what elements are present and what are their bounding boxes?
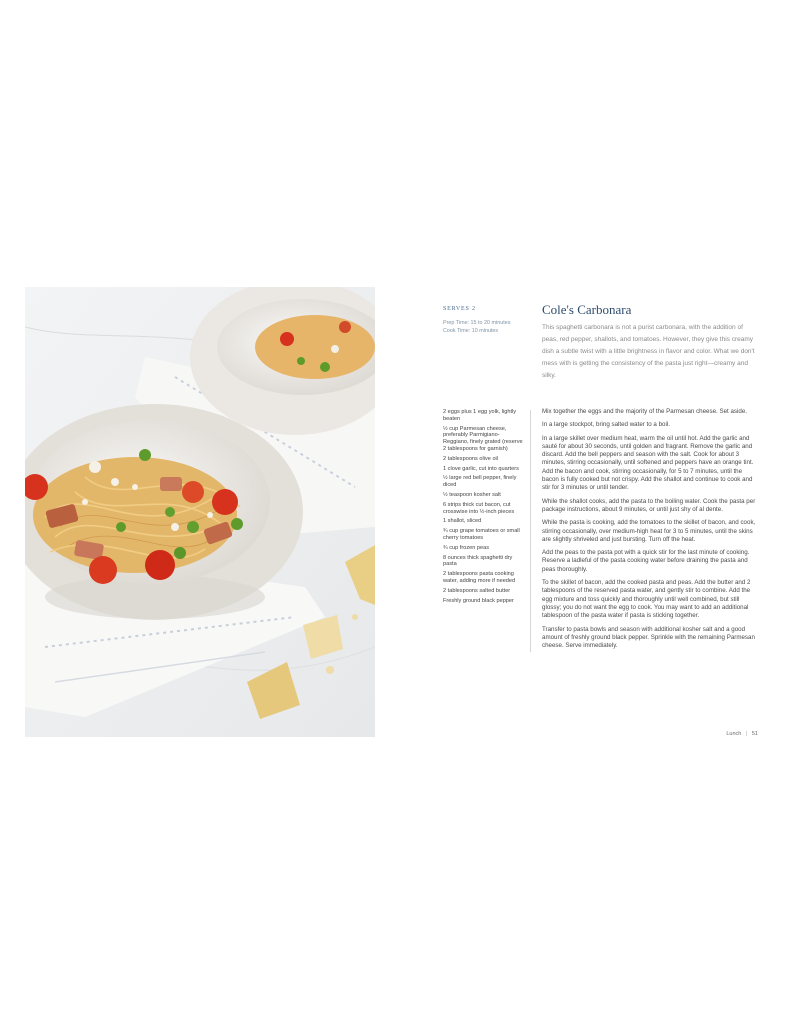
ingredient-item: 2 tablespoons salted butter: [443, 587, 511, 594]
ingredient-item: ½ cup Parmesan cheese, preferably Parmigiano-Reggiano, finely grated (reserve 2 tablespoons for garnish): [443, 425, 523, 452]
ingredient-item: 8 ounces thick spaghetti dry pasta: [443, 554, 513, 568]
ingredient-item: Freshly ground black pepper: [443, 597, 514, 604]
direction-step: In a large stockpot, bring salted water to a boil.: [542, 421, 670, 429]
column-divider: [530, 410, 531, 652]
direction-step: Mix together the eggs and the majority of the Parmesan cheese. Set aside.: [542, 408, 747, 415]
page-footer: [700, 731, 758, 737]
ingredient-item: 1 clove garlic, cut into quarters: [443, 465, 519, 472]
ingredients-list: [443, 409, 523, 607]
direction-step: To the skillet of bacon, add the cooked pasta and peas. Add the butter and 2 tablespoons of the reserved pasta water, and gently stir to combine. Add the egg mixture and toss quickly and thoroughly until well combined, but still glossy; you do not want the egg to cook. You may want to add an additional tablespoon of the pasta water if pasta is sticking together.: [542, 579, 751, 620]
direction-step: While the shallot cooks, add the pasta to the boiling water. Cook the pasta per package instructions, about 9 minutes, or until just shy of al dente.: [542, 497, 756, 513]
prep-time: Prep Time: 15 to 20 minutes: [443, 320, 511, 326]
ingredient-item: 2 tablespoons olive oil: [443, 455, 499, 462]
page-number: 51: [751, 731, 758, 737]
ingredient-item: 1 shallot, sliced: [443, 518, 482, 525]
recipe-intro: This spaghetti carbonara is not a purist carbonara, with the addition of peas, red pepper, shallots, and tomatoes. However, they give this creamy dish a subtle twist with a little brightness in flavor and color. What we don't mess with is getting the consistency of the pasta just right—creamy and silky.: [542, 324, 755, 379]
ingredient-item: 2 eggs plus 1 egg yolk, lightly beaten: [443, 409, 517, 422]
footer-separator: |: [745, 731, 748, 737]
ingredient-item: ¾ cup grape tomatoes or small cherry tomatoes: [443, 528, 520, 541]
direction-step: While the pasta is cooking, add the tomatoes to the skillet of bacon, and cook, stirring occasionally, over medium-high heat for 3 to 5 minutes, until the skins are slightly shriveled and just bursting. Turn off the heat.: [542, 519, 756, 543]
ingredient-item: ½ teaspoon kosher salt: [443, 491, 501, 498]
ingredient-item: ¾ cup frozen peas: [443, 544, 490, 551]
direction-step: In a large skillet over medium heat, warm the oil until hot. Add the garlic and sauté for about 30 seconds, until golden and fragrant. Remove the garlic and discard. Add the bell peppers and season with the salt. Cook for about 3 minutes, stirring occasionally, until softened and peppers have an orange tint. Add the bacon and cook, stirring occasionally, for 5 to 7 minutes, until the bacon is fully cooked but not crispy. Add the shallot and continue to cook and stir for 3 minutes or until tender.: [542, 434, 754, 492]
cook-time: Cook Time: 10 minutes: [443, 328, 499, 334]
recipe-photo: [25, 287, 375, 737]
direction-step: Transfer to pasta bowls and season with additional kosher salt and a good amount of freshly ground black pepper. Sprinkle with the remaining Parmesan cheese. Serve immediately.: [542, 625, 755, 650]
ingredient-item: ½ large red bell pepper, finely diced: [443, 475, 517, 489]
recipe-title: Cole's Carbonara: [542, 302, 632, 317]
ingredient-item: 6 strips thick cut bacon, cut crosswise into ½-inch pieces: [443, 501, 515, 515]
carbonara-photo-illustration: [25, 287, 375, 737]
section-name: Lunch: [726, 731, 742, 737]
ingredient-item: 2 tablespoons pasta cooking water, adding more if needed: [443, 571, 516, 584]
serves-label: SERVES 2: [443, 306, 476, 312]
directions: [542, 408, 760, 655]
direction-step: Add the peas to the pasta pot with a quick stir for the last minute of cooking. Reserve a ladleful of the pasta cooking water before draining the pasta and peas thoroughly.: [542, 549, 750, 573]
recipe-meta: [443, 306, 533, 335]
